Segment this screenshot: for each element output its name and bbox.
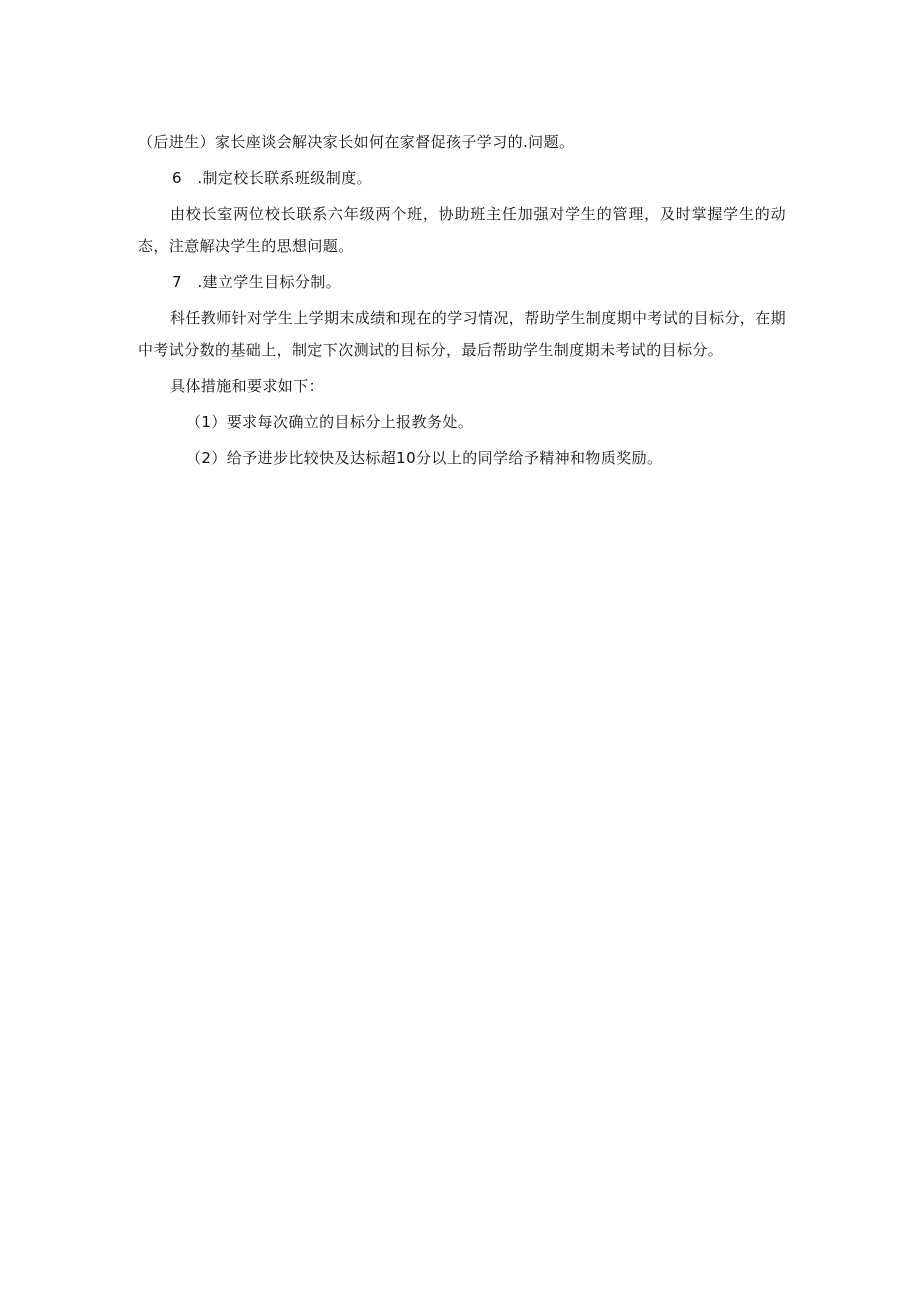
document-body bbox=[138, 126, 786, 474]
list-item-2: （2）给予进步比较快及达标超10分以上的同学给予精神和物质奖励。 bbox=[186, 449, 663, 467]
section-heading-6: 6 .制定校长联系班级制度。 bbox=[172, 169, 372, 187]
paragraph-continuation: （后进生）家长座谈会解决家长如何在家督促孩子学习的.问题。 bbox=[138, 133, 575, 151]
paragraph-section-7: 科任教师针对学生上学期末成绩和现在的学习情况，帮助学生制度期中考试的目标分，在期中考试分数的基础上，制定下次测试的目标分，最后帮助学生制度期未考试的目标分。 bbox=[138, 309, 787, 359]
list-item-1: （1）要求每次确立的目标分上报教务处。 bbox=[186, 413, 474, 431]
paragraph-section-6: 由校长室两位校长联系六年级两个班，协助班主任加强对学生的管理，及时掌握学生的动态，注意解决学生的思想问题。 bbox=[138, 205, 786, 255]
section-heading-7: 7 .建立学生目标分制。 bbox=[172, 273, 342, 291]
measures-intro: 具体措施和要求如下： bbox=[170, 377, 325, 395]
